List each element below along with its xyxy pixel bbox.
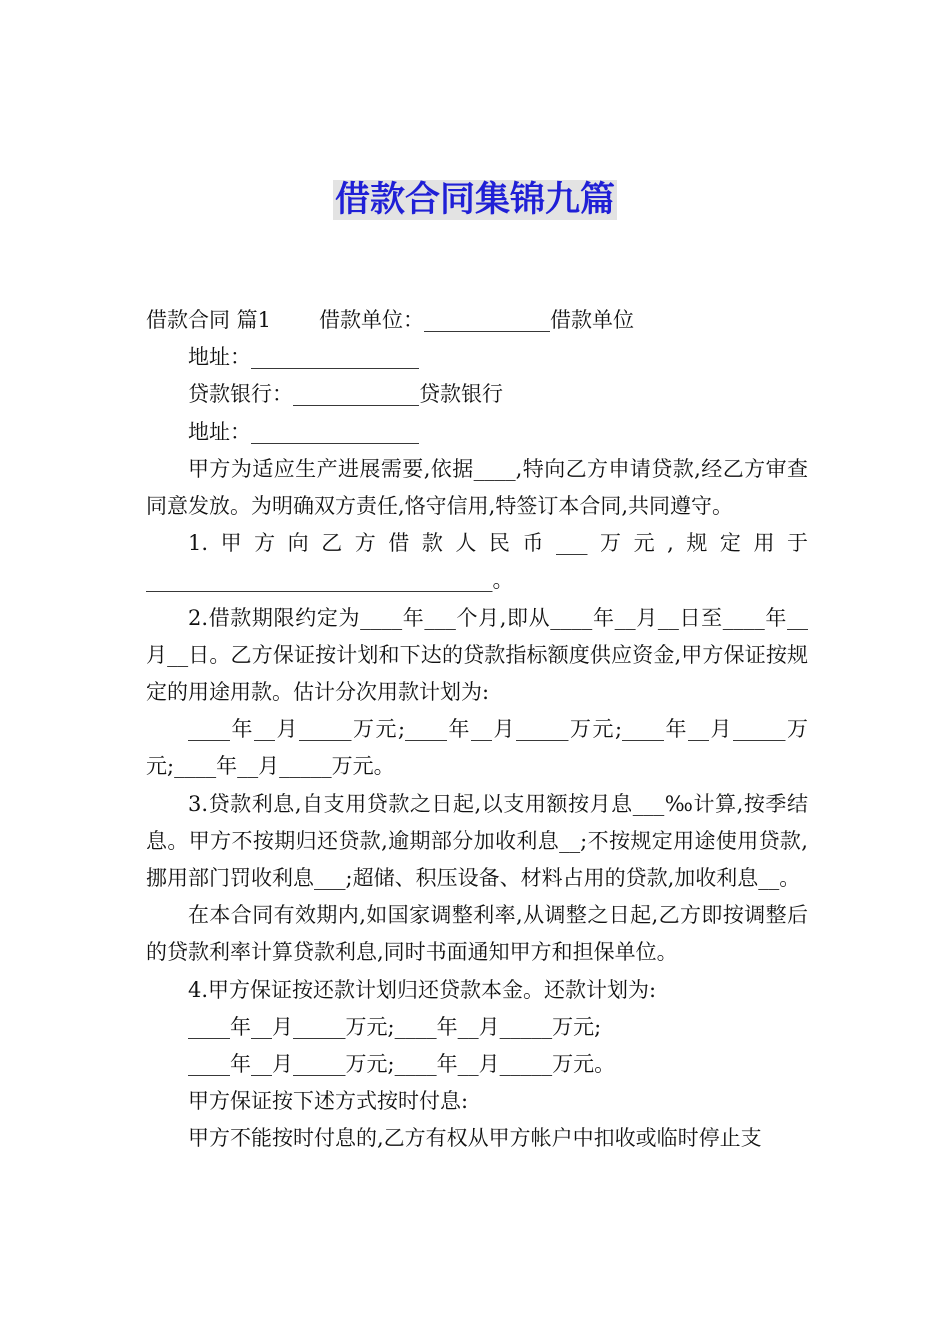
borrower-line: 借款单位：____________借款单位 — [319, 308, 635, 332]
paragraph: ____年__月_____万元;____年__月_____万元;____年__月_____万元;____年__月_____万元。 — [146, 717, 808, 779]
paragraph: ____年__月_____万元;____年__月_____万元。 — [188, 1052, 616, 1077]
paragraph: 1.甲方向乙方借款人民币___万元,规定用于_________________________________。 — [146, 531, 808, 593]
paragraph: ____年__月_____万元;____年__月_____万元; — [188, 1014, 602, 1039]
paragraph: 甲方为适应生产进展需要,依据____,特向乙方申请贷款,经乙方审查同意发放。为明确双方责任,恪守信用,特签订本合同,共同遵守。 — [146, 456, 808, 519]
paragraph: 地址：________________ — [188, 419, 419, 444]
paragraph: 地址：________________ — [188, 345, 419, 370]
paragraph: 3.贷款利息,自支用贷款之日起,以支用额按月息___‰计算,按季结息。甲方不按期归还贷款,逾期部分加收利息__;不按规定用途使用贷款,挪用部门罚收利息___;超储、积压设备、材料占用的贷款,加收利息__。 — [146, 791, 808, 891]
document-title-text: 借款合同集锦九篇 — [334, 180, 615, 220]
section-label: 借款合同 篇1 — [146, 308, 272, 332]
document-body — [146, 302, 808, 1158]
paragraph: 4.甲方保证按还款计划归还贷款本金。还款计划为: — [188, 977, 657, 1002]
paragraph: 在本合同有效期内,如国家调整利率,从调整之日起,乙方即按调整后的贷款利率计算贷款利息,同时书面通知甲方和担保单位。 — [146, 903, 808, 965]
paragraph: 贷款银行：____________贷款银行 — [188, 382, 503, 407]
paragraph: 2.借款期限约定为____年___个月,即从____年__月__日至____年__月__日。乙方保证按计划和下达的贷款指标额度供应资金,甲方保证按规定的用途用款。估计分次用款计划为: — [146, 605, 808, 705]
document-title — [0, 176, 950, 224]
paragraph: 甲方不能按时付息的,乙方有权从甲方帐户中扣收或临时停止支 — [188, 1126, 762, 1151]
paragraph: 甲方保证按下述方式按时付息: — [188, 1089, 469, 1114]
paragraph-heading — [146, 302, 808, 339]
